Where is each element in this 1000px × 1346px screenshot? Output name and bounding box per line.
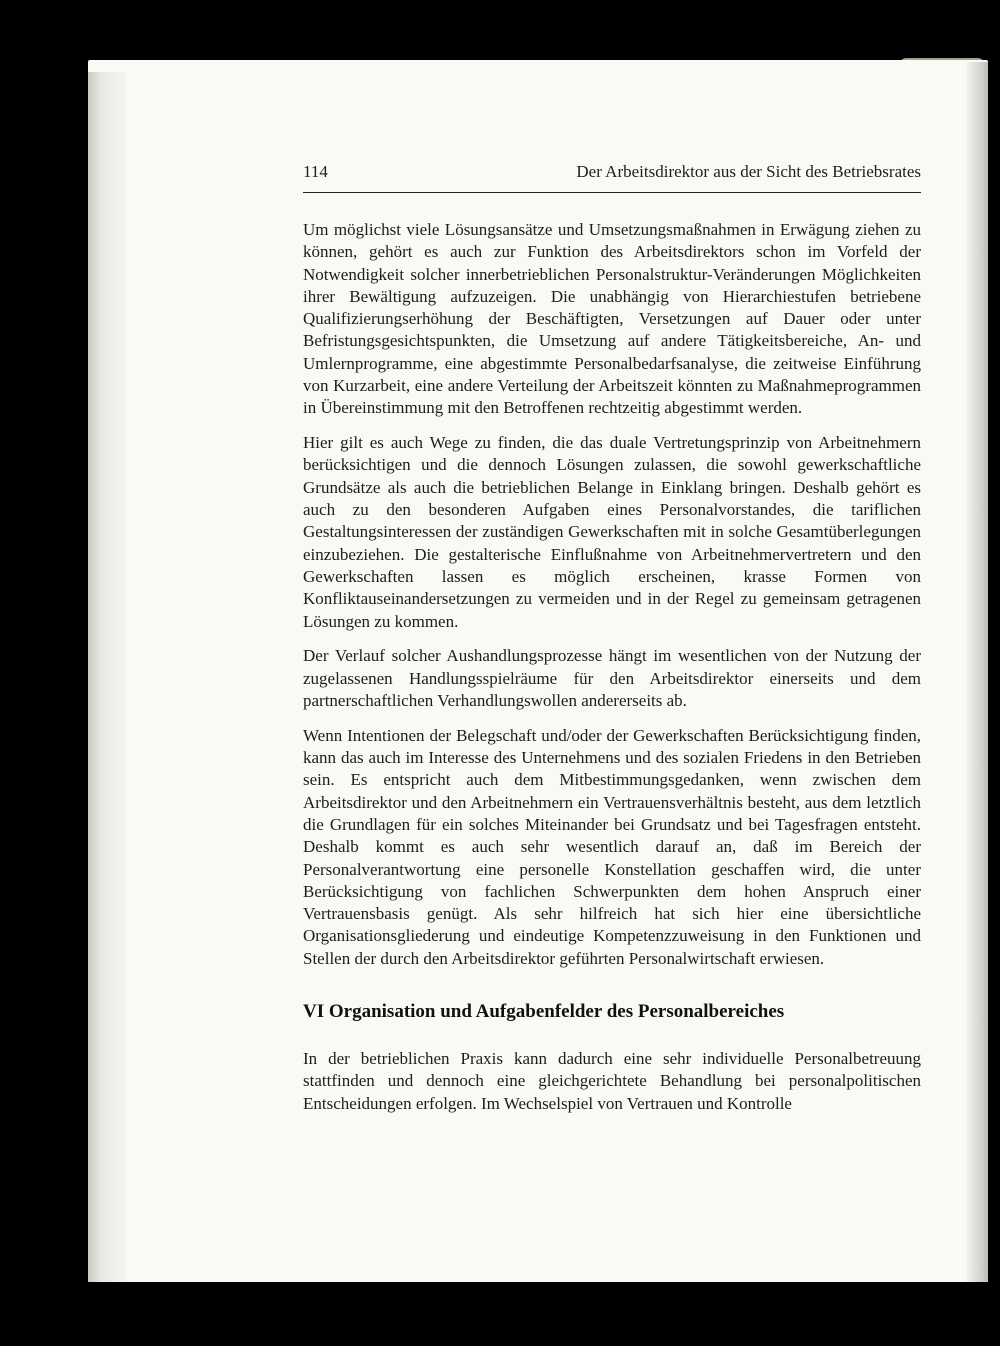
page-body — [303, 219, 921, 1127]
section-heading: VI Organisation und Aufgabenfelder des Personalbereiches — [303, 1001, 785, 1022]
running-title: Der Arbeitsdirektor aus der Sicht des Betriebsrates — [576, 162, 921, 181]
book-edge-left — [88, 72, 126, 1282]
book-edge-right — [966, 62, 988, 1282]
paragraph-2: Hier gilt es auch Wege zu finden, die das duale Vertretungsprinzip von Arbeitnehmern berücksichtigen und die dennoch Lösungen zulassen, die sowohl gewerkschaftliche Grundsätze als auch die betrieblichen Belange in Einklang bringen. Deshalb gehört es auch zu den besonderen Aufgaben eines Personalvorstandes, die tariflichen Gestaltungsinteressen der zuständigen Gewerkschaften mit in solche Gesamtüberlegungen einzubeziehen. Die gestalterische Einflußnahme von Arbeitnehmervertretern und den Gewerkschaften lassen es möglich erscheinen, krasse Formen von Konfliktauseinandersetzungen zu vermeiden und in der Regel zu gemeinsam getragenen Lösungen zu kommen. — [303, 433, 921, 631]
paragraph-3: Der Verlauf solcher Aushandlungsprozesse hängt im wesentlichen von der Nutzung der zugelassenen Handlungsspielräume für den Arbeitsdirektor einerseits und dem partnerschaftlichen Verhandlungswollen andererseits ab. — [303, 646, 921, 710]
running-header — [303, 158, 921, 193]
paragraph-1: Um möglichst viele Lösungsansätze und Umsetzungsmaßnahmen in Erwägung ziehen zu können, gehört es auch zur Funktion des Arbeitsdirektors schon im Vorfeld der Notwendigkeit solcher innerbetrieblichen Personalstruktur-Veränderungen Möglichkeiten ihrer Bewältigung aufzuzeigen. Die unabhängig von Hierarchiestufen betriebene Qualifizierungserhöhung der Beschäftigten, Versetzungen auf Dauer oder unter Befristungsgesichtspunkten, die Umsetzung auf andere Tätigkeitsbereiche, An- und Umlernprogramme, eine abgestimmte Personalbedarfsanalyse, die zeitweise Einführung von Kurzarbeit, eine andere Verteilung der Arbeitszeit könnten zu Maßnahmeprogrammen in Übereinstimmung mit den Betroffenen rechtzeitig abgestimmt werden. — [303, 220, 921, 418]
paragraph-4: Wenn Intentionen der Belegschaft und/oder der Gewerkschaften Berücksichtigung finden, kann das auch im Interesse des Unternehmens und des sozialen Friedens in den Betrieben sein. Es entspricht auch dem Mitbestimmungsgedanken, wenn zwischen dem Arbeitsdirektor und den Arbeitnehmern ein Vertrauensverhältnis besteht, aus dem letztlich die Grundlagen für ein solches Miteinander bei Grundsatz und bei Tagesfragen entsteht. Deshalb kommt es auch sehr wesentlich darauf an, daß im Bereich der Personalverantwortung eine personelle Konstellation geschaffen wird, die unter Berücksichtigung von fachlichen Schwerpunkten dem hohen Anspruch einer Vertrauensbasis genügt. Als sehr hilfreich hat sich hier eine übersichtliche Organisationsgliederung und eindeutige Kompetenzzuweisung in den Funktionen und Stellen der durch den Arbeitsdirektor geführten Personalwirtschaft erwiesen. — [303, 725, 921, 968]
section-paragraph: In der betrieblichen Praxis kann dadurch eine sehr individuelle Personalbetreuung stattfinden und dennoch eine gleichgerichtete Behandlung bei personalpolitischen Entscheidungen erfolgen. Im Wechselspiel von Vertrauen und Kontrolle — [303, 1049, 921, 1113]
page-number: 114 — [303, 162, 328, 181]
